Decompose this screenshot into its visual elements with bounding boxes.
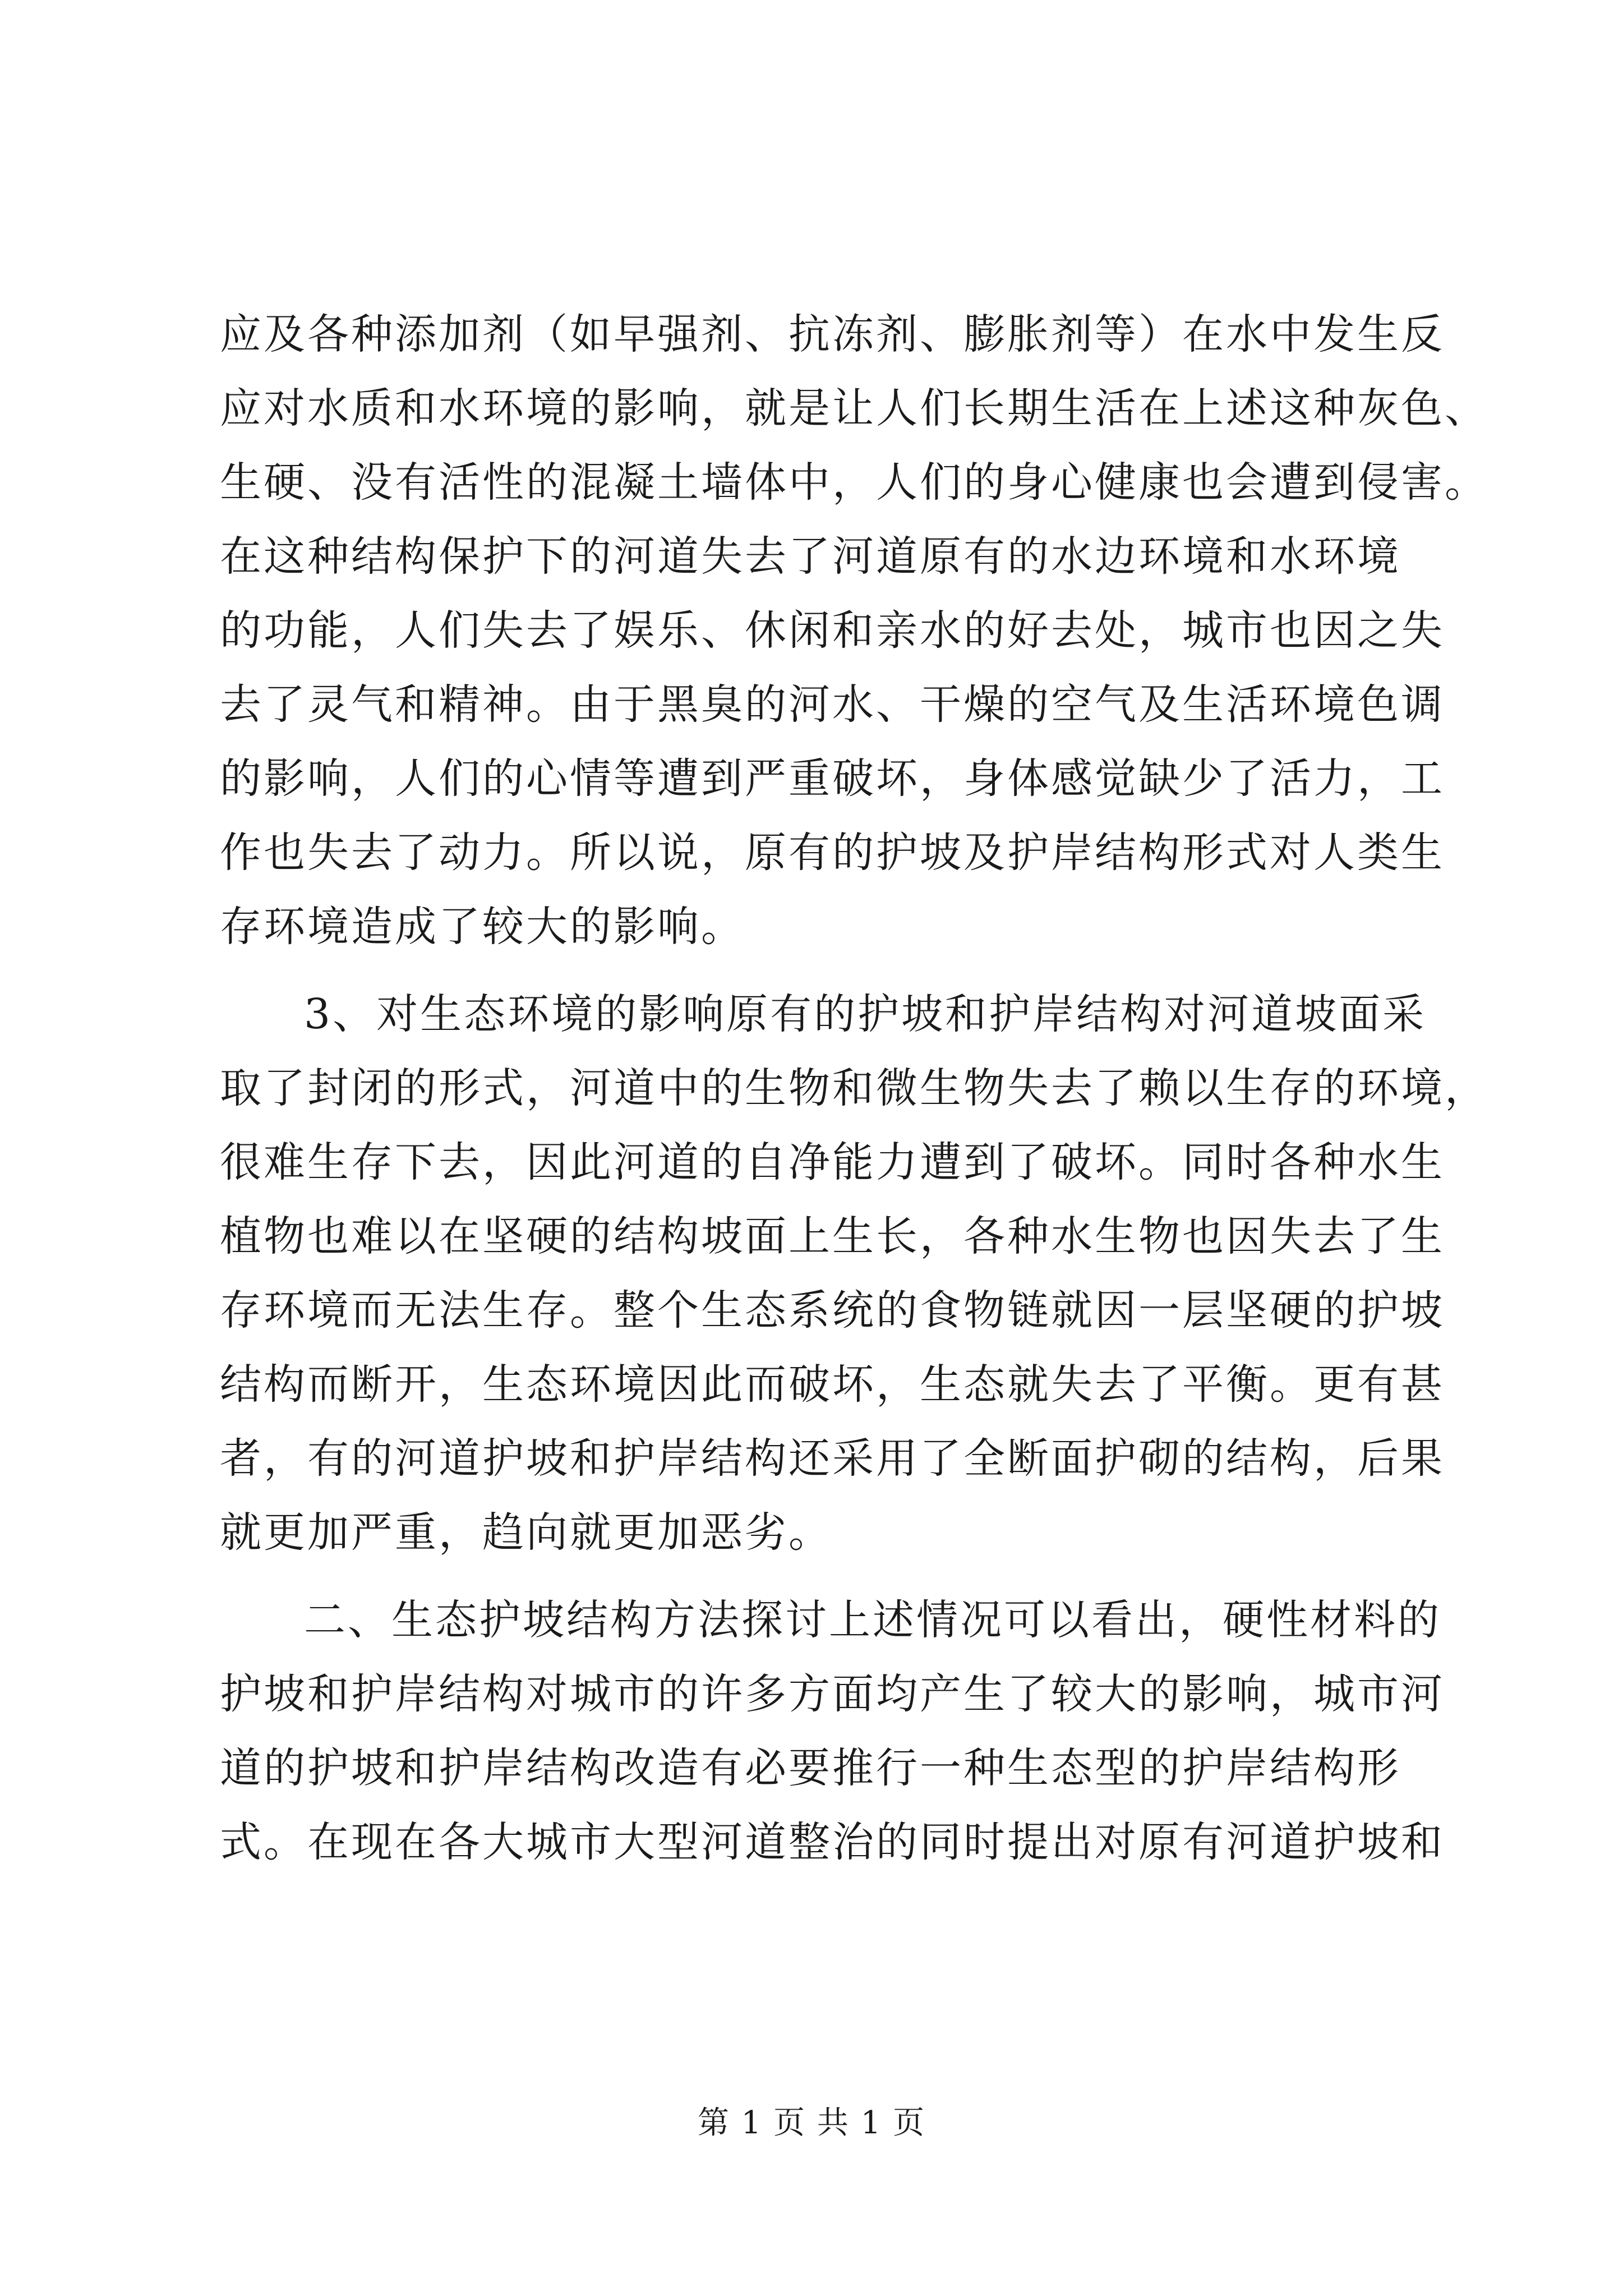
text-line: 存环境而无法生存。整个生态系统的食物链就因一层坚硬的护坡 (220, 1286, 1445, 1335)
text-line: 应及各种添加剂（如早强剂、抗冻剂、膨胀剂等）在水中发生反 (220, 310, 1445, 358)
page-footer (0, 2098, 1623, 2143)
text-line: 者，有的河道护坡和护岸结构还采用了全断面护砌的结构，后果 (220, 1434, 1445, 1483)
text-line: 存环境造成了较大的影响。 (220, 903, 745, 951)
text-line: 去了灵气和精神。由于黑臭的河水、干燥的空气及生活环境色调 (220, 680, 1445, 729)
text-line: 就更加严重，趋向就更加恶劣。 (220, 1508, 832, 1557)
paragraph-2 (220, 977, 1488, 1570)
text-line: 结构而断开，生态环境因此而破坏，生态就失去了平衡。更有甚 (220, 1360, 1445, 1409)
text-line: 式。在现在各大城市大型河道整治的同时提出对原有河道护坡和 (220, 1818, 1445, 1866)
text-line: 在这种结构保护下的河道失去了河道原有的水边环境和水环境 (220, 532, 1401, 581)
text-line: 很难生存下去，因此河道的自净能力遭到了破坏。同时各种水生 (220, 1138, 1445, 1186)
paragraph-1 (220, 297, 1488, 964)
text-line: 的影响，人们的心情等遭到严重破坏，身体感觉缺少了活力，工 (220, 754, 1445, 803)
text-line: 3、对生态环境的影响原有的护坡和护岸结构对河道坡面采 (304, 990, 1427, 1038)
text-line: 应对水质和水环境的影响，就是让人们长期生活在上述这种灰色、 (220, 384, 1488, 432)
text-line: 作也失去了动力。所以说，原有的护坡及护岸结构形式对人类生 (220, 829, 1445, 877)
text-line: 生硬、没有活性的混凝土墙体中，人们的身心健康也会遭到侵害。 (220, 458, 1488, 507)
document-body (220, 297, 1488, 1879)
text-line: 植物也难以在坚硬的结构坡面上生长，各种水生物也因失去了生 (220, 1212, 1445, 1260)
text-line: 护坡和护岸结构对城市的许多方面均产生了较大的影响，城市河 (220, 1670, 1445, 1718)
paragraph-spacer (220, 1570, 1437, 1583)
text-line: 的功能，人们失去了娱乐、休闲和亲水的好去处，城市也因之失 (220, 606, 1445, 655)
text-line: 二、生态护坡结构方法探讨上述情况可以看出，硬性材料的 (304, 1596, 1441, 1644)
paragraph-spacer (220, 964, 1437, 977)
text-line: 取了封闭的形式，河道中的生物和微生物失去了赖以生存的环境， (220, 1064, 1488, 1112)
text-line: 道的护坡和护岸结构改造有必要推行一种生态型的护岸结构形 (220, 1744, 1401, 1792)
page-number-label: 第 1 页 共 1 页 (697, 2105, 926, 2141)
paragraph-3 (220, 1583, 1445, 1879)
